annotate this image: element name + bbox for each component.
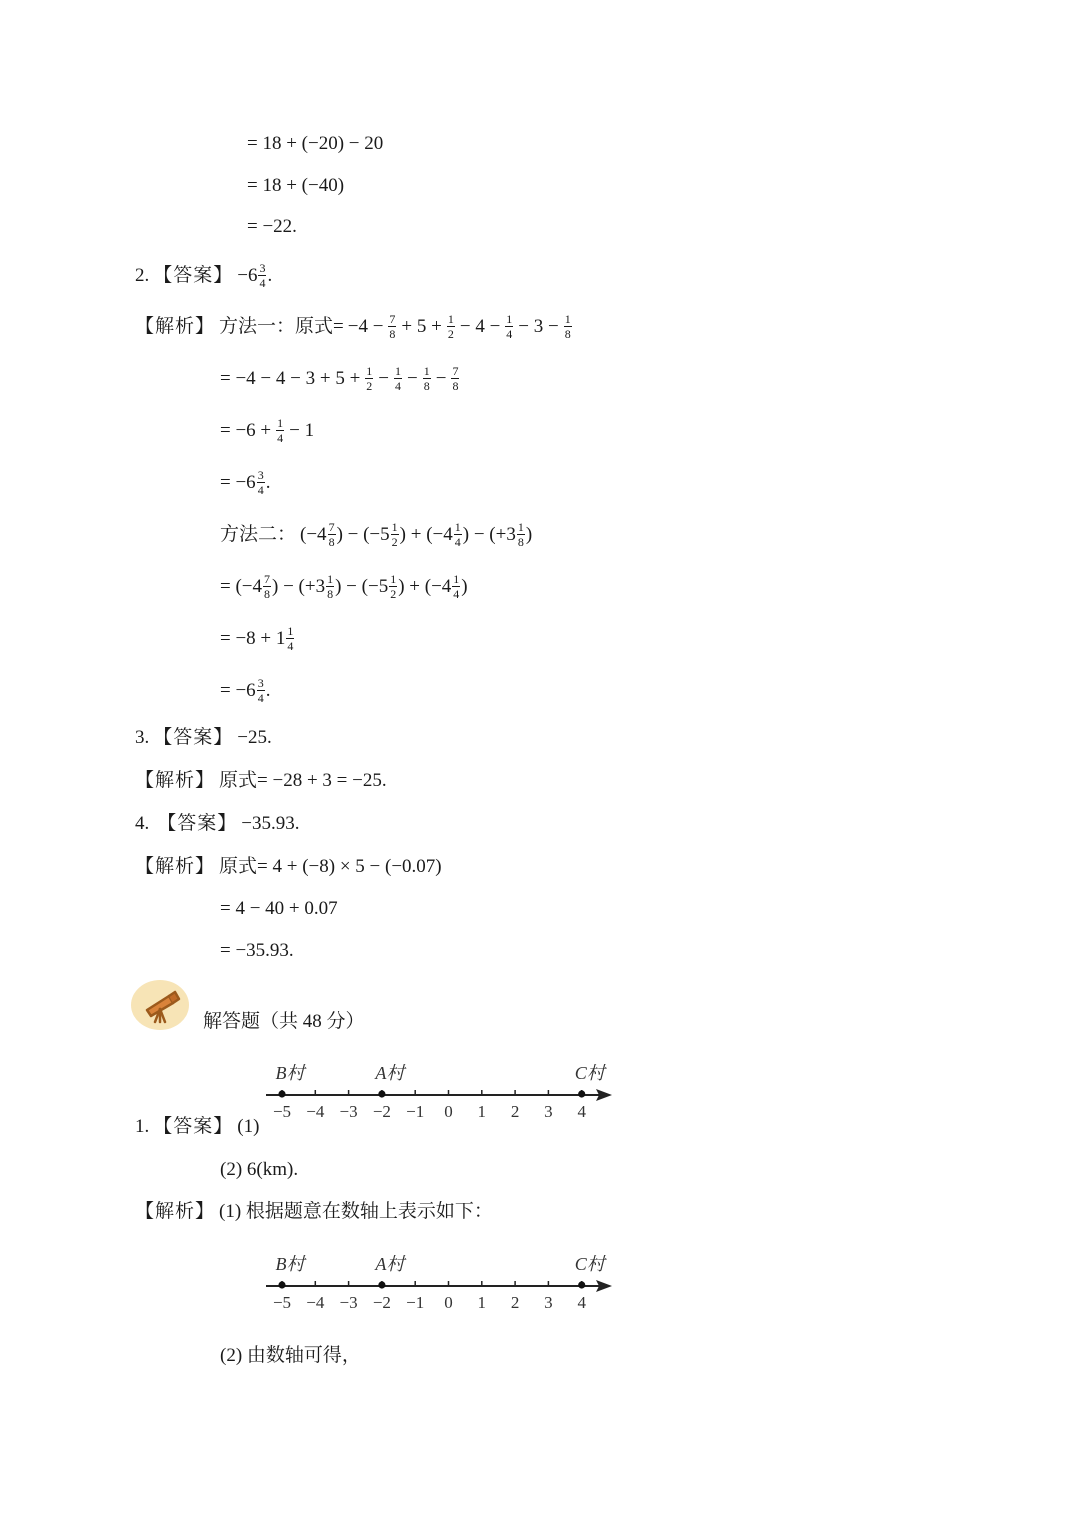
tick-label: 3 bbox=[544, 1293, 553, 1312]
q2-step4: = (−4 $\frac{7}{8}$ ) − (+3 $\frac{1}{8}$ ) − (−5 $\frac{1}{2}$ ) + (−4 $\frac{1}{4}$ ) bbox=[220, 572, 468, 601]
village-point bbox=[378, 1090, 385, 1097]
q4-step2: = −35.93. bbox=[220, 940, 294, 961]
village-label: B村 bbox=[275, 1254, 305, 1274]
tick-label: 0 bbox=[444, 1293, 453, 1312]
calc-line-3: = −22. bbox=[247, 216, 297, 237]
village-label: A村 bbox=[375, 1254, 405, 1274]
tick-label: −1 bbox=[406, 1293, 425, 1312]
solve1-answer: 1. 【答案】 (1) bbox=[135, 1116, 260, 1137]
section-title: 解答题（共 48 分） bbox=[203, 1011, 365, 1032]
village-label: A村 bbox=[375, 1063, 405, 1083]
number-line-answer bbox=[258, 1055, 618, 1123]
solve1-analysis: 【解析】 (1) 根据题意在数轴上表示如下： bbox=[135, 1201, 493, 1222]
tick-label: −4 bbox=[306, 1293, 325, 1312]
q4-analysis: 【解析】 原式= 4 + (−8) × 5 − (−0.07) bbox=[135, 856, 442, 877]
q3-analysis: 【解析】 原式= −28 + 3 = −25. bbox=[135, 770, 387, 791]
tick-label: 2 bbox=[510, 1293, 520, 1312]
tick-label: 3 bbox=[544, 1102, 553, 1121]
q2-method1-line: 【解析】 方法一：原式= −4 − $\frac{7}{8}$ + 5 + $\frac{1}{2}$ − 4 − $\frac{1}{4}$ − 3 − $\frac{1}{8}$ bbox=[135, 312, 571, 341]
village-label: C村 bbox=[574, 1063, 605, 1083]
tick-label: 1 bbox=[477, 1293, 487, 1312]
calc-line-2: = 18 + (−40) bbox=[247, 175, 345, 196]
telescope-icon bbox=[131, 980, 189, 1030]
tick-label: −4 bbox=[306, 1102, 325, 1121]
tick-label: −3 bbox=[339, 1102, 358, 1121]
q3-answer: 3. 【答案】 −25. bbox=[135, 727, 272, 748]
q2-step5: = −8 + 1 $\frac{1}{4}$ bbox=[220, 624, 294, 653]
solve1-analysis-part2: (2) 由数轴可得， bbox=[220, 1345, 361, 1366]
tick-label: 4 bbox=[577, 1293, 586, 1312]
q2-step3: = −6 $\frac{3}{4}$ . bbox=[220, 468, 271, 497]
q2-answer: 2. 【答案】 −6 $\frac{3}{4}$ . bbox=[135, 261, 273, 290]
q4-answer: 4. 【答案】 −35.93. bbox=[135, 813, 300, 834]
village-point bbox=[578, 1281, 585, 1288]
solve1-part2: (2) 6(km). bbox=[220, 1159, 299, 1180]
tick-label: −2 bbox=[372, 1293, 391, 1312]
q2-step1: = −4 − 4 − 3 + 5 + $\frac{1}{2}$ − $\frac{1}{4}$ − $\frac{1}{8}$ − $\frac{7}{8}$ bbox=[220, 364, 459, 393]
tick-label: 1 bbox=[477, 1102, 487, 1121]
tick-label: −2 bbox=[372, 1102, 391, 1121]
village-point bbox=[278, 1090, 285, 1097]
number-line-analysis bbox=[258, 1246, 618, 1314]
village-point bbox=[578, 1090, 585, 1097]
village-point bbox=[378, 1281, 385, 1288]
q4-step1: = 4 − 40 + 0.07 bbox=[220, 898, 338, 919]
calc-line-1: = 18 + (−20) − 20 bbox=[247, 133, 384, 154]
tick-label: 4 bbox=[577, 1102, 586, 1121]
q2-step6: = −6 $\frac{3}{4}$ . bbox=[220, 676, 271, 705]
q2-method2-line: 方法二： (−4 $\frac{7}{8}$ ) − (−5 $\frac{1}{2}$ ) + (−4 $\frac{1}{4}$ ) − (+3 $\frac{1}{8}$ ) bbox=[220, 520, 533, 549]
tick-label: −5 bbox=[272, 1102, 292, 1121]
village-label: B村 bbox=[275, 1063, 305, 1083]
tick-label: 2 bbox=[510, 1102, 520, 1121]
q2-step2: = −6 + $\frac{1}{4}$ − 1 bbox=[220, 416, 315, 445]
village-point bbox=[278, 1281, 285, 1288]
village-label: C村 bbox=[574, 1254, 605, 1274]
tick-label: −3 bbox=[339, 1293, 358, 1312]
tick-label: 0 bbox=[444, 1102, 453, 1121]
tick-label: −5 bbox=[272, 1293, 292, 1312]
tick-label: −1 bbox=[406, 1102, 425, 1121]
